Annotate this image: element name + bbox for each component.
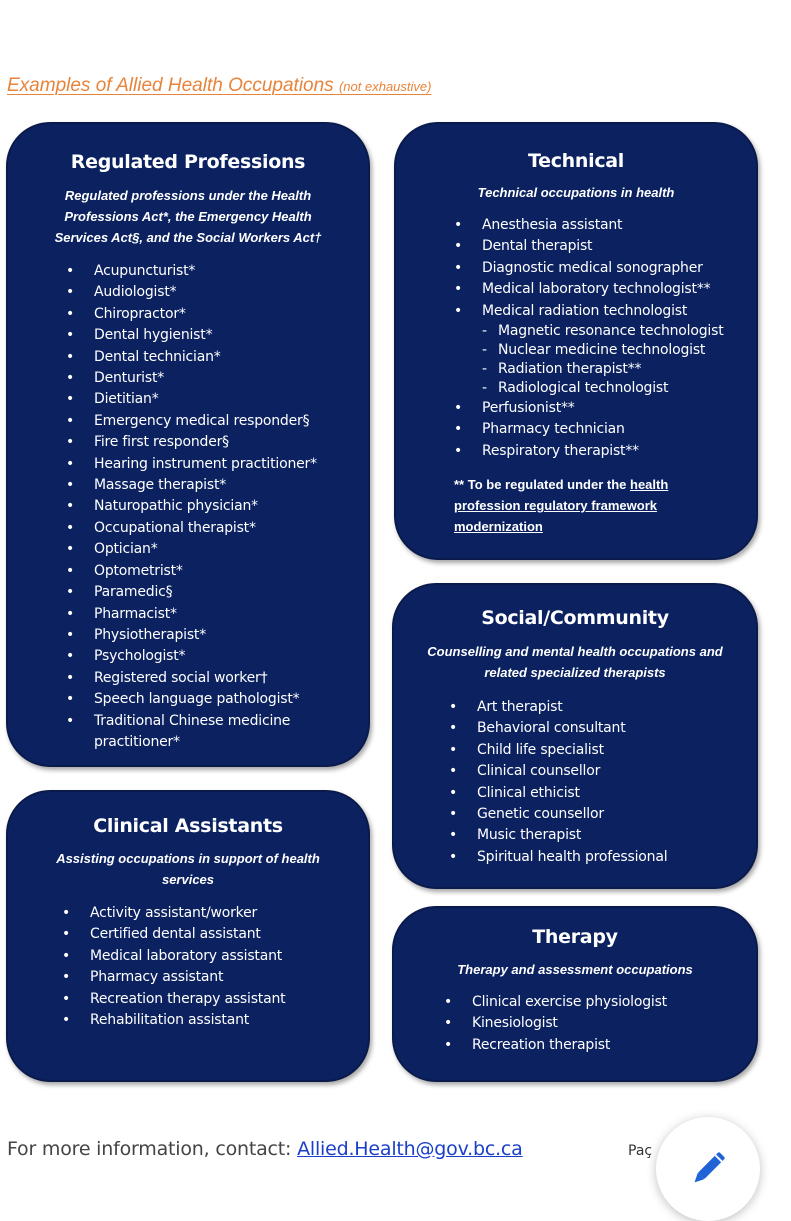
technical-sublist [498, 322, 756, 398]
regulatory-framework-link[interactable]: modernization [454, 519, 543, 535]
list-item: • Paramedic§ [94, 582, 368, 603]
therapy-description: Therapy and assessment occupations [457, 962, 693, 977]
edit-fab-button[interactable] [656, 1117, 760, 1221]
list-item: • Denturist* [94, 368, 368, 389]
social-description [394, 641, 756, 683]
pencil-icon [682, 1143, 734, 1195]
list-item: • Audiologist* [94, 282, 368, 303]
list-item: • Dietitian* [94, 389, 368, 410]
list-item: • Perfusionist** [482, 398, 756, 419]
list-item: • Pharmacist* [94, 604, 368, 625]
list-item: • Emergency medical responder§ [94, 411, 368, 432]
list-item: • Speech language pathologist* [94, 689, 368, 710]
sub-list-item: - Radiation therapist** [498, 360, 756, 379]
list-item: • Dental therapist [482, 236, 756, 257]
footer-text: For more information, contact: [7, 1138, 298, 1160]
list-item: • Child life specialist [477, 740, 756, 761]
technical-description: Technical occupations in health [477, 185, 675, 200]
list-item: • Registered social worker† [94, 668, 368, 689]
list-item: • Diagnostic medical sonographer [482, 258, 756, 279]
regulated-list [94, 261, 368, 753]
list-item: • Acupuncturist* [94, 261, 368, 282]
list-item: • Recreation therapist [472, 1035, 756, 1056]
social-desc-line: related specialized therapists [484, 665, 666, 680]
list-item: • Psychologist* [94, 646, 368, 667]
social-list [477, 697, 756, 868]
contact-email-link[interactable]: Allied.Health@gov.bc.ca [297, 1138, 523, 1160]
technical-heading: Technical [527, 150, 625, 172]
regulatory-framework-link[interactable]: health [630, 477, 669, 493]
therapy-box [392, 906, 758, 1082]
note-prefix: ** To be regulated under the [454, 477, 631, 493]
technical-list [482, 215, 756, 322]
regulated-description [8, 185, 368, 248]
list-item: • Kinesiologist [472, 1013, 756, 1034]
social-heading: Social/Community [481, 607, 669, 629]
sub-list-item: - Nuclear medicine technologist [498, 341, 756, 360]
list-item: • Activity assistant/worker [90, 903, 368, 924]
page-title-sub: (not exhaustive) [338, 79, 432, 94]
list-item: • Certified dental assistant [90, 924, 368, 945]
list-item: • Traditional Chinese medicine practitioner* [94, 711, 294, 754]
sub-list-item: - Radiological technologist [498, 379, 756, 398]
list-item: • Medical laboratory assistant [90, 946, 368, 967]
clinical-desc-line: Assisting occupations in support of health [56, 851, 320, 866]
therapy-list [472, 992, 756, 1056]
list-item: • Clinical ethicist [477, 783, 756, 804]
sub-list-item: - Magnetic resonance technologist [498, 322, 756, 341]
clinical-list [90, 903, 368, 1031]
list-item: • Pharmacy technician [482, 419, 756, 440]
list-item: • Music therapist [477, 825, 756, 846]
list-item: • Occupational therapist* [94, 518, 368, 539]
technical-box [394, 122, 758, 560]
list-item: • Dental technician* [94, 347, 368, 368]
technical-list-continued [482, 398, 756, 462]
social-community-box [392, 583, 758, 889]
page-title-main: Examples of Allied Health Occupations [7, 75, 334, 96]
list-item: • Behavioral consultant [477, 718, 756, 739]
regulated-professions-box [6, 122, 370, 767]
list-item: • Clinical counsellor [477, 761, 756, 782]
regulated-desc-line: Services Act§, and the Social Workers Act† [54, 230, 322, 245]
list-item: • Pharmacy assistant [90, 967, 368, 988]
list-item: • Physiotherapist* [94, 625, 368, 646]
list-item: • Recreation therapy assistant [90, 989, 368, 1010]
list-item: • Massage therapist* [94, 475, 368, 496]
list-item: • Chiropractor* [94, 304, 368, 325]
list-item: • Anesthesia assistant [482, 215, 756, 236]
list-item: • Hearing instrument practitioner* [94, 454, 368, 475]
list-item: • Spiritual health professional [477, 847, 756, 868]
list-item: • Optician* [94, 539, 368, 560]
list-item: • Medical laboratory technologist** [482, 279, 756, 300]
social-desc-line: Counselling and mental health occupations and [427, 644, 723, 659]
list-item: • Rehabilitation assistant [90, 1010, 368, 1031]
clinical-assistants-box [6, 790, 370, 1082]
regulated-heading: Regulated Professions [70, 151, 306, 173]
list-item: • Optometrist* [94, 561, 368, 582]
regulated-desc-line: Regulated professions under the Health [64, 188, 312, 203]
page-number-label: Paç [628, 1143, 653, 1159]
list-item: • Art therapist [477, 697, 756, 718]
list-item: • Medical radiation technologist [482, 301, 756, 322]
list-item: • Clinical exercise physiologist [472, 992, 756, 1013]
list-item: • Genetic counsellor [477, 804, 756, 825]
list-item: • Respiratory therapist** [482, 441, 756, 462]
list-item: • Naturopathic physician* [94, 496, 368, 517]
clinical-heading: Clinical Assistants [93, 815, 283, 837]
regulated-desc-line: Professions Act*, the Emergency Health [64, 209, 312, 224]
list-item: • Dental hygienist* [94, 325, 368, 346]
regulation-note [454, 474, 756, 537]
page-title [7, 75, 431, 97]
clinical-description [8, 848, 368, 890]
regulatory-framework-link[interactable]: profession regulatory framework [454, 498, 657, 514]
list-item: • Fire first responder§ [94, 432, 368, 453]
contact-footer [7, 1138, 523, 1160]
clinical-desc-line: services [161, 872, 215, 887]
therapy-heading: Therapy [532, 926, 618, 948]
